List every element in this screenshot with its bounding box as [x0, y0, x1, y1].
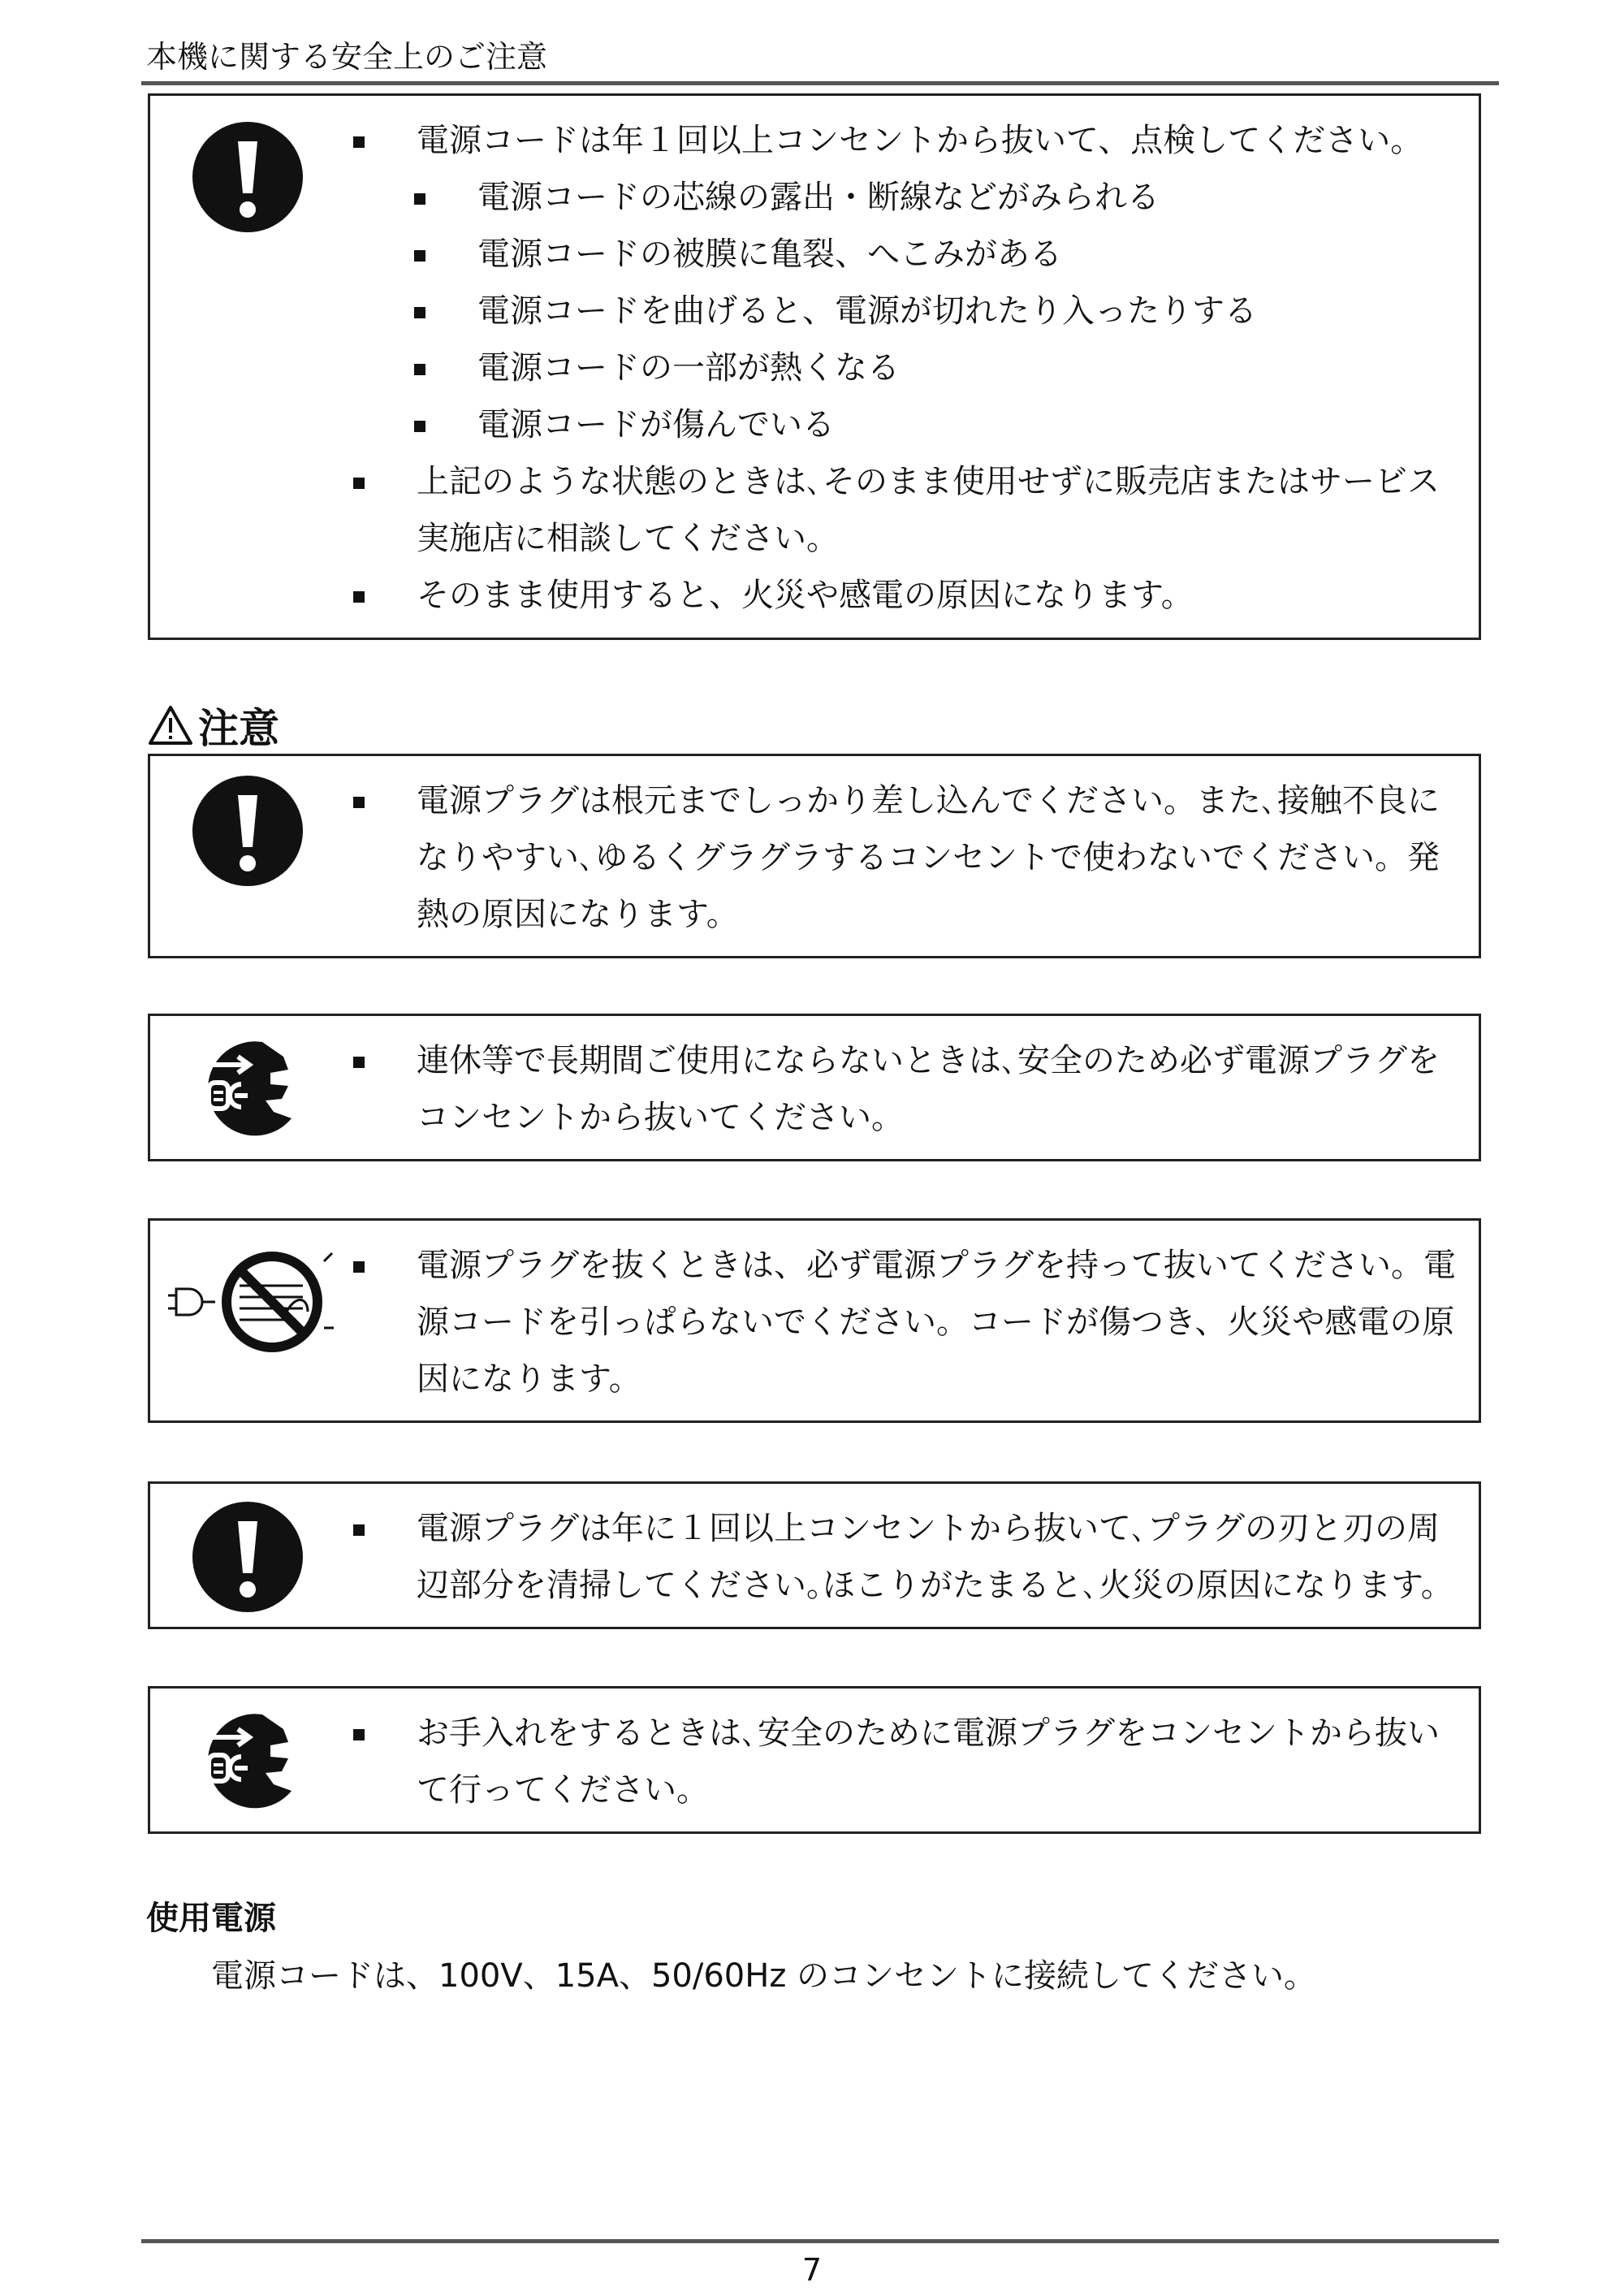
- bullet-continuation: 熱の原因になります。: [417, 896, 739, 933]
- warning-box-cord-inspection: [148, 93, 1481, 640]
- header-divider: [141, 81, 1499, 85]
- bullet-marker: [353, 478, 365, 489]
- bullet-text: 電源プラグは根元までしっかり差し込んでください。また､接触不良に: [417, 782, 1440, 819]
- power-section-heading: 使用電源: [146, 1900, 276, 1937]
- sub-bullet-item: [414, 396, 835, 453]
- caution-box-plug-cleaning: [148, 1481, 1481, 1629]
- bullet-item: [353, 1500, 1440, 1557]
- footer-divider: [141, 2239, 1499, 2243]
- bullet-marker: [414, 250, 425, 262]
- bullet-item: [353, 567, 1194, 624]
- bullet-marker: [353, 1524, 365, 1536]
- unplug-icon: [192, 1706, 298, 1812]
- bullet-marker: [353, 136, 365, 148]
- bullet-continuation: なりやすい､ゆるくグラグラするコンセントで使わないでください。発: [417, 839, 1440, 876]
- bullet-marker: [414, 421, 425, 432]
- bullet-text: そのまま使用すると、火災や感電の原因になります。: [417, 577, 1194, 614]
- bullet-continuation: 実施店に相談してください。: [417, 520, 839, 557]
- mandatory-action-icon: [191, 1500, 304, 1614]
- sub-bullet-item: [414, 169, 1160, 226]
- caution-box-pull-plug: [148, 1218, 1481, 1423]
- bullet-item: [353, 453, 1440, 510]
- caution-label: 注意: [198, 705, 279, 752]
- bullet-text: 電源コードの被膜に亀裂、へこみがある: [477, 236, 1062, 273]
- page-number: 7: [801, 2252, 823, 2288]
- bullet-marker: [353, 797, 365, 808]
- caution-box-maintenance: [148, 1686, 1481, 1834]
- mandatory-action-icon: [191, 774, 304, 888]
- bullet-marker: [353, 1729, 365, 1740]
- bullet-marker: [353, 1261, 365, 1273]
- bullet-text: 上記のような状態のときは､そのまま使用せずに販売店またはサービス: [417, 463, 1440, 500]
- sub-bullet-item: [414, 226, 1062, 283]
- unplug-icon: [192, 1034, 298, 1139]
- bullet-continuation: 辺部分を清掃してください｡ほこりがたまると､火災の原因になります。: [417, 1567, 1453, 1604]
- power-section-text: 電源コードは、100V、15A、50/60Hz のコンセントに接続してください。: [211, 1957, 1317, 1995]
- bullet-marker: [414, 193, 425, 205]
- bullet-item: [353, 772, 1440, 829]
- bullet-marker: [353, 1057, 365, 1068]
- bullet-text: 電源コードは年１回以上コンセントから抜いて、点検してください。: [417, 122, 1423, 159]
- bullet-marker: [353, 591, 365, 603]
- bullet-text: 電源プラグを抜くときは、必ず電源プラグを持って抜いてください。電: [417, 1247, 1456, 1284]
- bullet-continuation: 因になります。: [417, 1360, 641, 1398]
- bullet-item: [353, 112, 1423, 169]
- caution-heading: [148, 697, 279, 754]
- sub-bullet-item: [414, 339, 900, 396]
- caution-box-plug-insertion: [148, 754, 1481, 958]
- bullet-item: [353, 1032, 1440, 1089]
- bullet-text: お手入れをするときは､安全のために電源プラグをコンセントから抜い: [417, 1714, 1440, 1752]
- mandatory-action-icon: [191, 120, 304, 234]
- sub-bullet-item: [414, 283, 1257, 339]
- bullet-text: 電源プラグは年に１回以上コンセントから抜いて､プラグの刃と刃の周: [417, 1510, 1440, 1547]
- warning-triangle-icon: [148, 705, 193, 746]
- bullet-continuation: て行ってください。: [417, 1771, 709, 1809]
- bullet-text: 電源コードの一部が熱くなる: [477, 349, 900, 387]
- page-header-title: 本機に関する安全上のご注意: [146, 39, 548, 75]
- caution-box-long-absence: [148, 1014, 1481, 1161]
- bullet-item: [353, 1705, 1440, 1762]
- bullet-text: 電源コードを曲げると、電源が切れたり入ったりする: [477, 292, 1257, 330]
- bullet-text: 連休等で長期間ご使用にならないときは､安全のため必ず電源プラグを: [417, 1042, 1440, 1079]
- bullet-continuation: 源コードを引っぱらないでください。コードが傷つき、火災や感電の原: [417, 1304, 1455, 1341]
- no-pull-cord-icon: [165, 1237, 335, 1359]
- bullet-continuation: コンセントから抜いてください。: [417, 1099, 904, 1136]
- bullet-marker: [414, 364, 425, 375]
- bullet-item: [353, 1237, 1456, 1294]
- bullet-marker: [414, 307, 425, 318]
- bullet-text: 電源コードの芯線の露出・断線などがみられる: [477, 179, 1160, 216]
- bullet-text: 電源コードが傷んでいる: [477, 406, 835, 443]
